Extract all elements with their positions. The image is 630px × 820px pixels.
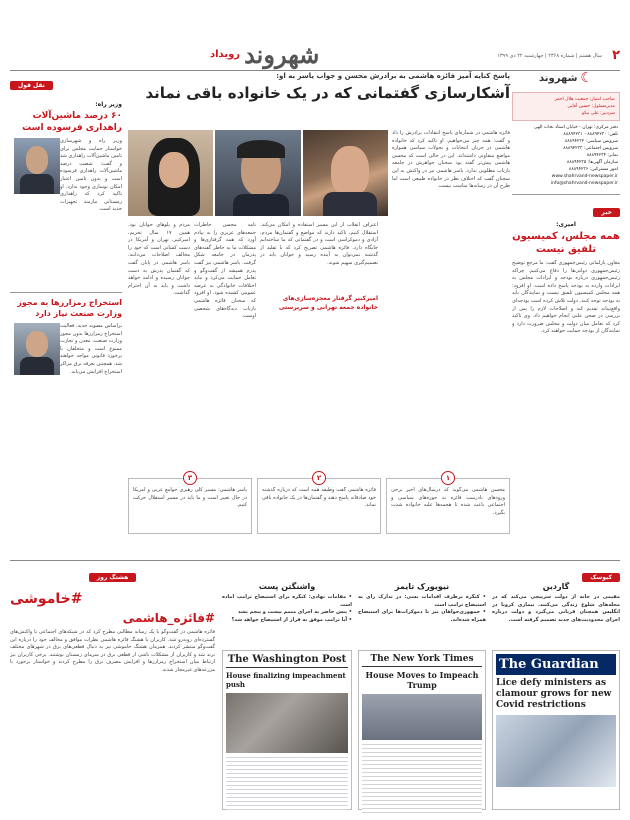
quote-box-1 (386, 474, 510, 534)
paper-name: گاردین (542, 582, 570, 591)
colophon-line: امور مشترکین: ۸۸۸۹۴۲۳۶ (568, 167, 618, 172)
side-news-kicker: امیری: (556, 221, 576, 228)
item1-kicker: وزیر راه: (95, 101, 122, 108)
colophon-line: سرویس سیاسی: ۸۸۸۹۴۲۳۲ (564, 139, 618, 144)
section-divider (10, 560, 620, 561)
photo-mohsen-hashemi (303, 130, 388, 216)
colophon-line: سرویس اجتماعی: ۸۸۸۹۴۲۳۳ (563, 146, 618, 151)
divider (10, 292, 122, 293)
news-label-wrap (512, 199, 620, 218)
colophon-link[interactable]: info@shahrvand-newspaper.ir (550, 181, 618, 186)
colophon (512, 92, 620, 121)
divider (512, 194, 620, 195)
paper-guardian (492, 582, 620, 812)
item2-title: استخراج رمزارزها به مجوز وزارت صنعت نیاز دارد (17, 298, 122, 318)
quote-box-3 (128, 474, 252, 534)
issue-info: سال هشتم | شماره ۲۳۶۸ | چهارشنبه ۲۲ دی ۱۳۹۹ (497, 53, 602, 59)
paper-summary: • کنگره برطرف اقدامات بسی: در تدارک رأی به استیضاح ترامپ است • جمهوری‌خواهان نیز با دموکرات‌ها برای استیضاح همراه شده‌اند. (358, 594, 486, 623)
item1-title: ۶۰ درصد ماشین‌آلات راهداری فرسوده است (22, 111, 122, 133)
story-kicker: پاسخ کنایه آمیز فائزه هاشمی به برادرش محسن و جواب یاسر به او: (276, 72, 510, 80)
wapo-columns (226, 757, 348, 813)
guardian-headline: Lice defy ministers as clamour grows for new Covid restrictions (496, 678, 612, 710)
photo-faezeh-hashemi (128, 130, 213, 216)
main-story (128, 72, 510, 500)
colophon-line: دفتر مرکزی: تهران - خیابان استاد نجات الهی (534, 125, 618, 130)
colophon-line: سازمان آگهی‌ها: ۸۸۸۹۴۲۳۵ (566, 160, 618, 165)
colophon-contacts (512, 121, 620, 190)
guardian-photo (496, 715, 616, 787)
left-label-wrap (10, 72, 122, 91)
paper-summary: • مقامات نهادی: کنگره برای استیضاح ترامپ آماده است • پنس حاضر به اجرای متمم بیست و پنجم نشد • آیا ترامپ موفق به فرار از استیضاح خواهد شد؟ (222, 594, 352, 623)
story-headline: آشکارسازی گفتمانی که در یک خانواده باقی نماند (145, 84, 510, 102)
side-news-body: معاون پارلمانی رئیس‌جمهوری گفت: ما مرجع توضیح رئیس‌جمهوری دولتی‌ها را دفاع می‌کنیم. چراکه رئیس‌جمهوری درباره بودجه و ایرادات مجلس به ایرادات وارده به بودجه پاسخ داده است. او افزود: همه مجلس کمیسیون تلفیق نیست و نمایندگان باید به بودجه توجه کنند. دولت تلاش کرده است بودجه‌ای واقع‌بینانه تقدیم کند و اصلاحات لازم را پس از بررسی در صحن علنی انجام خواهیم داد. وی تاکید کرد که تعامل میان دولت و مجلس ضرورت دارد و نمایندگان از بودجه حمایت خواهند کرد. (512, 260, 620, 335)
paper-summary: مقیمی در خانه از دولت سرپیچی می‌کند که در محله‌های شلوغ زندگی می‌کنند. بیماری کرونا در انگلیس همچنان قربانی می‌گیرد و دولت درباره اجرای محدودیت‌های جدید تصمیم گرفته است. (492, 594, 620, 623)
item1-body: وزیر راه و شهرسازی خواستار حمایت مجلس برای تامین ماشین‌آلات راهداری شد و گفت: شصت درصد ماشین‌آلات راهداری فرسوده است و بدون تامین اعتبار امکان نوسازی وجود ندارد. او تاکید کرد که راهداری زمستانی نیازمند تجهیزات جدید است. (60, 138, 122, 213)
story-body-middle: اعتراف انقلاب از این مسیر استفاده و امکان می‌کند. استقلال کنیم، تاکید دارند که مواضع و گفتمان‌ها مردم، آزادی و دموکراسی است و در گفتمانی که ما ساخته‌ایم جایگاه دارد. فائزه هاشمی تصریح کرد که با تقلید از گذشته نمی‌توان به آینده رسید و جوانان باید در تصمیم‌گیری سهیم شوند. (260, 222, 378, 266)
opinion-body: فائزه هاشمی در گفت‌وگو با یک رسانه مطالبی مطرح کرد که در شبکه‌های اجتماعی با واکنش‌های گسترده‌ای روبه‌رو شد. کاربران با هشتگ فائزه هاشمی نظرات موافق و مخالف خود را درباره این گفت‌وگو منتشر کردند. همزمان هشتگ خاموشی نیز به دنبال قطعی‌های برق در شهرهای مختلف ترند شد و کاربران از مشکلات ناشی از قطعی برق در سرمای زمستان نوشتند. برخی کاربران نیز ارتباط میان استخراج رمزارزها و افزایش مصرف برق را مطرح کردند و خواستار برخورد با مزرعه‌های غیرمجاز شدند. (10, 629, 215, 673)
colophon-line: مدیرمسئول: حسین آقایی (567, 104, 615, 109)
hashtag-title-2: #فائزه_هاشمی (122, 611, 215, 625)
kiosk-label: کیوسک (582, 573, 620, 582)
opinion-section (10, 564, 215, 814)
left-column (10, 72, 122, 542)
crescent-icon: ☾ (580, 70, 593, 86)
opinion-label: هشتگ روز (89, 573, 137, 582)
nyt-headline: House Moves to Impeach Trump (365, 670, 479, 690)
paper-front-page[interactable] (492, 650, 620, 810)
quote-number: ۲ (312, 471, 326, 485)
quote-row (128, 470, 510, 540)
guardian-masthead: The Guardian (496, 654, 616, 675)
quote-text: فائزه هاشمی گفت وظیفه همه است که درباره گذشته خود صادقانه پاسخ دهند و گفتمان‌ها در یک خانواده باقی نماند. (262, 487, 376, 509)
story-body-right: فائزه هاشمی در شماره‌ای پاسخ انتقادات برادرش را داد و گفت: همه چیز می‌خواهیم. او تاکید کرد که خانواده هاشمی در جریان انتخابات و تحولات سیاسی همواره مواضع متفاوتی داشته‌اند. این در حالی است که محسن هاشمی پیش‌تر گفته بود سخنان خواهرش در جامعه بازتاب مطلوبی ندارد. یاسر هاشمی نیز در واکنش به این سخنان گفت که اختلاف نظر در خانواده طبیعی است اما طرح آن در رسانه‌ها مناسب نیست. (392, 130, 510, 190)
brand-small-title: شهروند (539, 72, 578, 84)
colophon-link[interactable]: www.shahrvand-newspaper.ir (551, 174, 618, 179)
colophon-line: تلفن: ۸۸۸۹۴۲۳۰ - ۸۸۸۹۴۲۳۱ (563, 132, 618, 137)
paper-name: نیویورک تایمز (394, 582, 450, 591)
story-subhead: امیرکبیر گرفتار معجزه‌سازی‌های خانواده جمعه تهرانی و سرپرستی (278, 295, 378, 311)
quote-box-2 (257, 474, 381, 534)
item2-photo (14, 323, 60, 375)
opinion-label-wrap (10, 564, 215, 583)
paper-front-page[interactable] (358, 650, 486, 810)
item2-body: براساس مصوبه جدید، فعالیت استخراج رمزارزها بدون مجوز وزارت صنعت، معدن و تجارت ممنوع است و متخلفان با برخورد قانونی مواجه خواهند شد. همچنین تعرفه برق مراکز استخراج افزایش می‌یابد. (60, 323, 122, 375)
story-body-far: مردم و پلوهای جوانان بود. همین ۱۷ سال تحریم، امیرکبیر، تهران و آمریکا در دست کسانی است که خود را مخالف اصلاحات می‌دانند. یاسر هاشمی در پایان گفت که گفتمان پدرش به دست جوانان رسیده و ادامه خواهد داشت و باید به آن احترام گذاشت. (128, 222, 190, 297)
nyt-masthead: The New York Times (362, 654, 482, 667)
side-news-title: همه مجلس، کمیسیون تلفیق نیست (512, 231, 620, 255)
nyt-photo (362, 694, 482, 740)
colophon-line: سردبیر: علی نیکو (581, 111, 615, 116)
logo-small (512, 70, 620, 86)
right-column (512, 70, 620, 570)
left-column-label: نقل قول (10, 81, 53, 90)
kiosk-section (222, 564, 620, 814)
paper-wapo (222, 582, 352, 812)
paper-name: واشنگتن پست (258, 582, 316, 591)
hashtag-title: #خاموشی (10, 591, 83, 607)
photo-row (128, 130, 388, 216)
paper-nyt (358, 582, 486, 812)
quote-number: ۳ (183, 471, 197, 485)
quote-text: محسن هاشمی می‌گوید که درسال‌های اخیر برخی ورودهای نادرست فائزه به حوزه‌های سیاسی و اجتماعی باعث شده تا هجمه‌ها علیه خانواده شدت بگیرد. (391, 487, 505, 516)
story-body-left: نامه محسن خاطرات جمعه‌های عزیزی را به بیادم آورد که همه گرفتاری‌ها و مشکلات ما به خاطر گفته‌های پدرمان در جامعه شکل گرفت. یاسر هاشمی نیز گفت پدرم همیشه از گفت‌وگو و تعامل حمایت می‌کرد و نباید اختلافات خانوادگی به عرصه عمومی کشیده شود. او افزود که سخنان فائزه هاشمی بازتاب دیدگاه‌های شخصی اوست. (194, 222, 256, 320)
brand-title: شهروند (244, 40, 320, 69)
kiosk-label-wrap (222, 564, 620, 583)
colophon-line: صاحب امتیاز: جمعیت هلال احمر (554, 97, 615, 102)
wapo-headline: House finalizing impeachment push (226, 671, 346, 689)
paper-front-page[interactable] (222, 650, 352, 810)
wapo-photo (226, 693, 348, 753)
page-number: ۲ (612, 48, 620, 63)
quote-text: یاسر هاشمی: مسیر کلی رهبری جوامع عربی و آمریکا در حال تغییر است و ما باید در مسیر استقلال حرکت کنیم. (133, 487, 247, 509)
photo-yaser-hashemi (215, 130, 300, 216)
quote-number: ۱ (441, 471, 455, 485)
brand-logo (210, 40, 319, 69)
item1-photo (14, 138, 60, 194)
wapo-masthead: The Washington Post (226, 654, 348, 668)
colophon-line: نمابر: ۸۸۸۹۴۲۳۴ (586, 153, 618, 158)
news-label: خبر (593, 208, 620, 217)
nyt-columns (362, 744, 482, 814)
section-label: رویداد (210, 49, 241, 60)
